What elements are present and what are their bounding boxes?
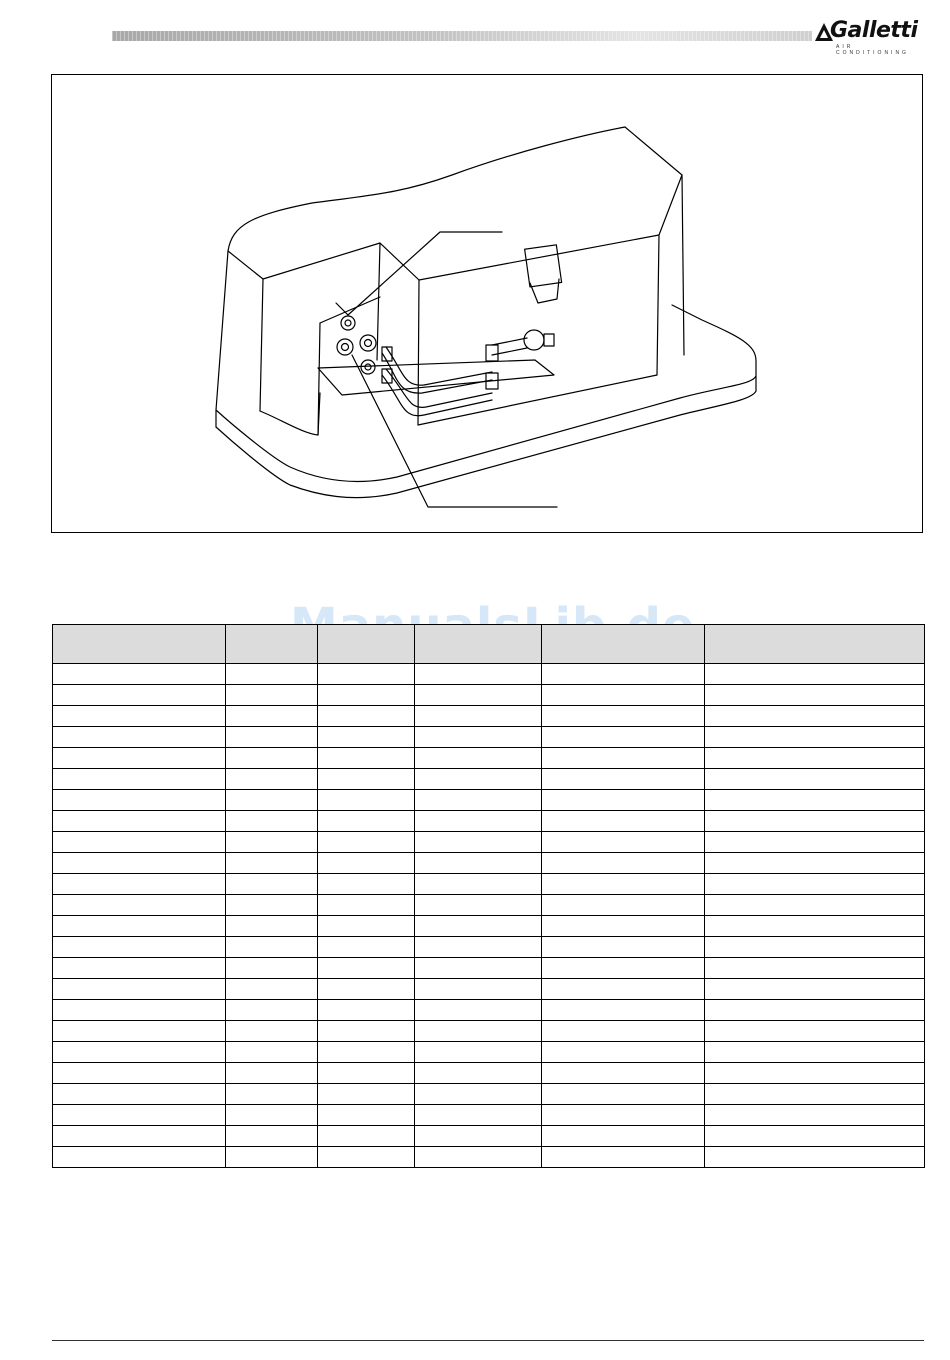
- table-cell: [318, 706, 415, 727]
- table-cell: [318, 1105, 415, 1126]
- table-cell: [318, 769, 415, 790]
- table-cell: [226, 1126, 318, 1147]
- table-cell: [53, 811, 226, 832]
- table-cell: [226, 790, 318, 811]
- table-header-row: [53, 625, 925, 664]
- table-cell: [415, 664, 542, 685]
- table-cell: [226, 727, 318, 748]
- table-cell: [318, 1042, 415, 1063]
- table-cell: [318, 1084, 415, 1105]
- table-cell: [705, 895, 925, 916]
- table-cell: [318, 1126, 415, 1147]
- table-cell: [542, 1000, 705, 1021]
- table-cell: [415, 1147, 542, 1168]
- table-cell: [415, 1042, 542, 1063]
- table-cell: [542, 853, 705, 874]
- table-cell: [415, 685, 542, 706]
- table-cell: [226, 1042, 318, 1063]
- table-cell: [705, 1063, 925, 1084]
- table-cell: [705, 853, 925, 874]
- table-cell: [705, 1021, 925, 1042]
- table-cell: [542, 958, 705, 979]
- left-housing: [228, 127, 625, 251]
- table-cell: [53, 1021, 226, 1042]
- table-cell: [542, 1063, 705, 1084]
- table-cell: [705, 748, 925, 769]
- valve-body: [524, 330, 544, 350]
- header-gradient-bar: [112, 31, 812, 41]
- table-cell: [53, 769, 226, 790]
- table-row: [53, 1084, 925, 1105]
- table-cell: [53, 1063, 226, 1084]
- table-cell: [53, 958, 226, 979]
- table-cell: [318, 685, 415, 706]
- table-cell: [705, 832, 925, 853]
- table-cell: [542, 769, 705, 790]
- table-row: [53, 769, 925, 790]
- table-cell: [542, 1126, 705, 1147]
- table-cell: [318, 1021, 415, 1042]
- table-cell: [53, 685, 226, 706]
- table-cell: [705, 811, 925, 832]
- supply-pipe: [382, 353, 492, 393]
- table-cell: [705, 706, 925, 727]
- table-cell: [318, 748, 415, 769]
- table-row: [53, 727, 925, 748]
- table-row: [53, 958, 925, 979]
- table-cell: [226, 811, 318, 832]
- table-cell: [53, 937, 226, 958]
- table-row: [53, 1042, 925, 1063]
- callout-leader-1: [348, 232, 502, 315]
- table-cell: [705, 1105, 925, 1126]
- table-cell: [318, 1147, 415, 1168]
- table-cell: [542, 1042, 705, 1063]
- table-cell: [53, 664, 226, 685]
- table-cell: [226, 832, 318, 853]
- footer-rule: [52, 1340, 924, 1341]
- table-cell: [318, 916, 415, 937]
- table-header-cell: [318, 625, 415, 664]
- table-row: [53, 979, 925, 1000]
- table-cell: [226, 895, 318, 916]
- table-header-cell: [542, 625, 705, 664]
- table-cell: [415, 1126, 542, 1147]
- table-cell: [318, 895, 415, 916]
- table-cell: [318, 811, 415, 832]
- table-row: [53, 1021, 925, 1042]
- table-cell: [705, 937, 925, 958]
- table-cell: [542, 1084, 705, 1105]
- table-cell: [542, 727, 705, 748]
- table-cell: [415, 1000, 542, 1021]
- table-cell: [226, 1084, 318, 1105]
- table-row: [53, 1147, 925, 1168]
- table-cell: [542, 1147, 705, 1168]
- table-cell: [415, 979, 542, 1000]
- table-row: [53, 1105, 925, 1126]
- table-cell: [705, 664, 925, 685]
- table-cell: [542, 874, 705, 895]
- table-cell: [318, 727, 415, 748]
- table-cell: [226, 937, 318, 958]
- table-cell: [542, 979, 705, 1000]
- table-row: [53, 790, 925, 811]
- table-cell: [226, 1105, 318, 1126]
- table-cell: [415, 727, 542, 748]
- table-cell: [226, 874, 318, 895]
- table-cell: [226, 1021, 318, 1042]
- table-cell: [53, 790, 226, 811]
- table-row: [53, 1063, 925, 1084]
- table-cell: [53, 979, 226, 1000]
- table-row: [53, 685, 925, 706]
- table-row: [53, 1126, 925, 1147]
- table-cell: [226, 1147, 318, 1168]
- table-header-cell: [226, 625, 318, 664]
- valve-fitting-4: [361, 360, 375, 374]
- table-cell: [542, 811, 705, 832]
- table-cell: [318, 1063, 415, 1084]
- table-cell: [318, 664, 415, 685]
- table-cell: [415, 748, 542, 769]
- table-header-cell: [705, 625, 925, 664]
- table-cell: [542, 937, 705, 958]
- table-row: [53, 664, 925, 685]
- table-cell: [542, 832, 705, 853]
- table-cell: [542, 1021, 705, 1042]
- table-cell: [53, 853, 226, 874]
- table-cell: [705, 769, 925, 790]
- valve-fitting-2: [360, 335, 376, 351]
- table-cell: [705, 916, 925, 937]
- table-row: [53, 874, 925, 895]
- base-tray: [216, 305, 756, 482]
- table-row: [53, 895, 925, 916]
- table-row: [53, 916, 925, 937]
- table-cell: [415, 769, 542, 790]
- table-row: [53, 706, 925, 727]
- table-cell: [415, 832, 542, 853]
- table-cell: [415, 706, 542, 727]
- table-cell: [415, 1063, 542, 1084]
- table-cell: [705, 1084, 925, 1105]
- right-housing: [625, 127, 684, 355]
- figure-frame: [51, 74, 923, 533]
- brand-tagline: AIR CONDITIONING: [836, 44, 909, 56]
- table-cell: [415, 958, 542, 979]
- table-row: [53, 1000, 925, 1021]
- table-cell: [226, 958, 318, 979]
- table-cell: [53, 874, 226, 895]
- table-cell: [226, 769, 318, 790]
- table-cell: [318, 958, 415, 979]
- table-cell: [415, 895, 542, 916]
- table-cell: [415, 1105, 542, 1126]
- table-cell: [415, 874, 542, 895]
- valve-fitting-3: [337, 339, 353, 355]
- table-cell: [318, 1000, 415, 1021]
- table-cell: [53, 916, 226, 937]
- table-row: [53, 853, 925, 874]
- table-cell: [318, 832, 415, 853]
- table-cell: [705, 874, 925, 895]
- table-cell: [318, 874, 415, 895]
- table-cell: [705, 1000, 925, 1021]
- table-cell: [53, 1147, 226, 1168]
- table-cell: [542, 916, 705, 937]
- left-outer: [216, 251, 228, 410]
- table-cell: [415, 937, 542, 958]
- unit-drawing: [52, 75, 924, 534]
- table-cell: [53, 727, 226, 748]
- table-cell: [542, 790, 705, 811]
- table-cell: [542, 1105, 705, 1126]
- table-cell: [53, 1126, 226, 1147]
- table-cell: [226, 748, 318, 769]
- brand-logo: [814, 16, 926, 56]
- table-cell: [705, 958, 925, 979]
- table-cell: [53, 1105, 226, 1126]
- table-cell: [542, 895, 705, 916]
- table-cell: [542, 664, 705, 685]
- table-cell: [415, 1084, 542, 1105]
- table-cell: [318, 790, 415, 811]
- table-cell: [53, 1042, 226, 1063]
- table-cell: [542, 706, 705, 727]
- table-cell: [53, 895, 226, 916]
- table-cell: [542, 748, 705, 769]
- table-cell: [705, 1126, 925, 1147]
- table-cell: [226, 706, 318, 727]
- table-cell: [226, 1063, 318, 1084]
- table-cell: [53, 832, 226, 853]
- table-row: [53, 832, 925, 853]
- table-cell: [415, 790, 542, 811]
- table-cell: [53, 748, 226, 769]
- table-cell: [415, 1021, 542, 1042]
- table-cell: [226, 1000, 318, 1021]
- table-cell: [53, 706, 226, 727]
- valve-fitting-1: [341, 316, 355, 330]
- table-header-cell: [415, 625, 542, 664]
- table-cell: [226, 853, 318, 874]
- table-cell: [705, 790, 925, 811]
- table-body: [53, 664, 925, 1168]
- table-cell: [318, 979, 415, 1000]
- table-row: [53, 748, 925, 769]
- control-box: [525, 245, 562, 287]
- table-cell: [542, 685, 705, 706]
- table-cell: [226, 664, 318, 685]
- table-cell: [705, 979, 925, 1000]
- table-cell: [226, 685, 318, 706]
- table-header-cell: [53, 625, 226, 664]
- table-cell: [53, 1000, 226, 1021]
- table-cell: [705, 685, 925, 706]
- table-cell: [226, 916, 318, 937]
- drain-pan: [318, 360, 554, 395]
- table-cell: [415, 811, 542, 832]
- table-cell: [705, 1147, 925, 1168]
- table-cell: [318, 853, 415, 874]
- table-cell: [705, 727, 925, 748]
- table-cell: [415, 916, 542, 937]
- spec-table: [52, 624, 925, 1168]
- table-row: [53, 937, 925, 958]
- table-cell: [226, 979, 318, 1000]
- brand-name: Galletti: [830, 18, 918, 43]
- table-cell: [705, 1042, 925, 1063]
- table-cell: [53, 1084, 226, 1105]
- table-cell: [415, 853, 542, 874]
- table-row: [53, 811, 925, 832]
- table-cell: [318, 937, 415, 958]
